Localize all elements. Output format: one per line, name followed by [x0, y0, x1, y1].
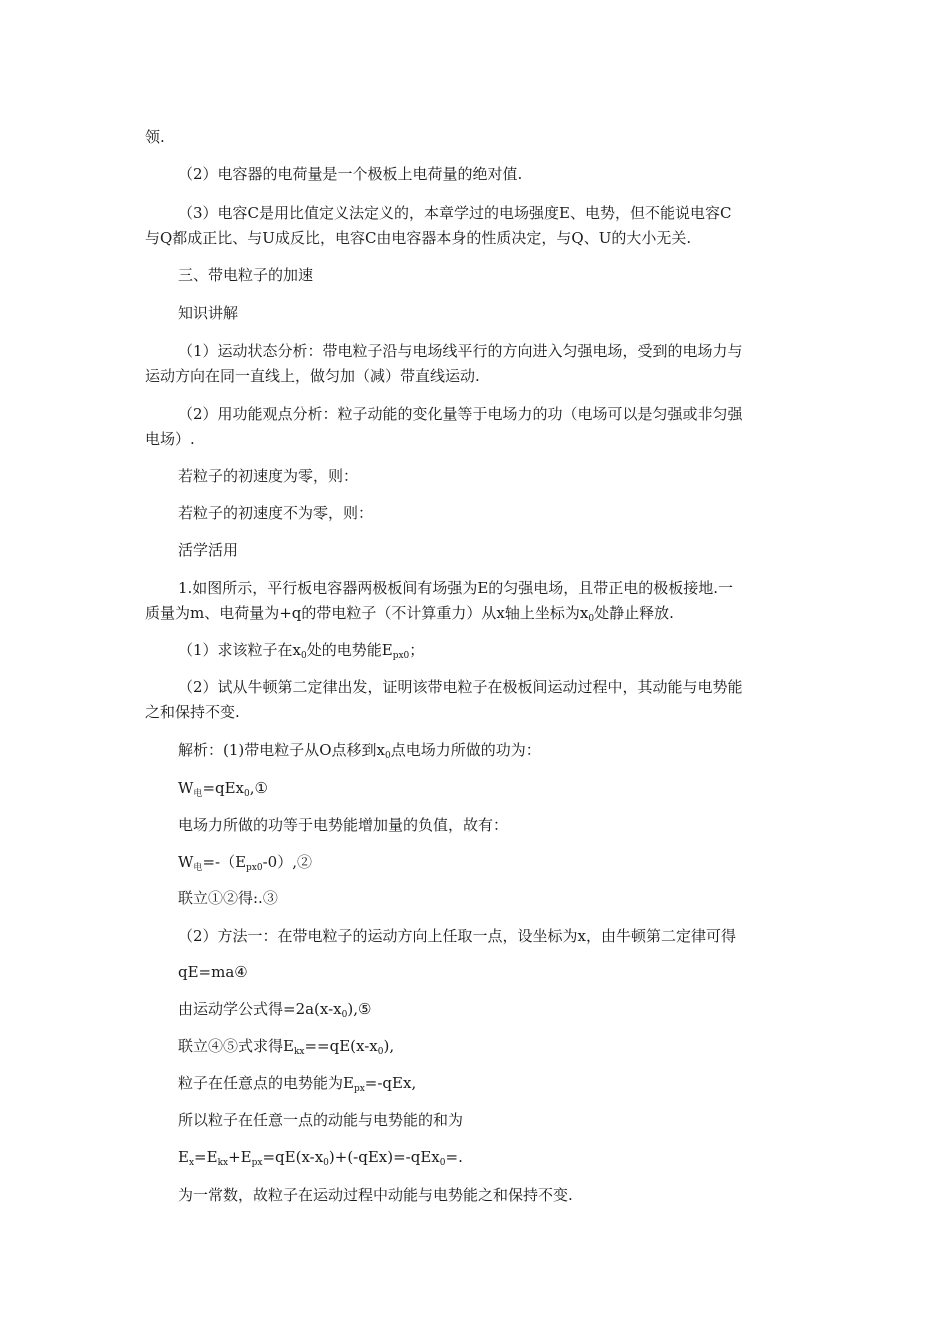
- text-line: 联立①②得:.③: [178, 889, 278, 907]
- equation-line: $E_x=E_{kx}+E_{px}=qE(x-x_0)+(-qEx)=-qEx_0=$.: [178, 1148, 463, 1168]
- text-line: 之和保持不变.: [145, 703, 240, 721]
- text-line: 所以粒子在任意一点的动能与电势能的和为: [178, 1111, 464, 1129]
- equation-line: 由运动学公式得$=2a(x-x_0),⑤$: [178, 1000, 372, 1020]
- section-heading: 三、带电粒子的加速: [178, 266, 314, 284]
- text-line: （2）方法一：在带电粒子的运动方向上任取一点，设坐标为x，由牛顿第二定律可得: [178, 927, 737, 945]
- text-line: 领.: [145, 128, 165, 146]
- text-line: 若粒子的初速度为零，则：: [178, 467, 359, 485]
- text-line: 为一常数，故粒子在运动过程中动能与电势能之和保持不变.: [178, 1186, 573, 1204]
- text-line: （2）用功能观点分析：粒子动能的变化量等于电场力的功（电场可以是匀强或非匀强: [178, 405, 743, 423]
- text-line: 电场）.: [145, 430, 195, 448]
- text-line: 1.如图所示，平行板电容器两极板间有场强为E的匀强电场，且带正电的极板接地.一: [178, 579, 734, 597]
- text-line: 运动方向在同一直线上，做匀加（减）带直线运动.: [145, 367, 480, 385]
- text-line: （2）试从牛顿第二定律出发，证明该带电粒子在极板间运动过程中，其动能与电势能: [178, 678, 743, 696]
- text-line: （1）求该粒子在$x_0$处的电势能$E_{px0}$；: [178, 641, 425, 661]
- text-line: 电场力所做的功等于电势能增加量的负值，故有：: [178, 816, 509, 834]
- equation-line: 粒子在任意点的电势能为$E_{px}=$-qEx,: [178, 1074, 417, 1094]
- text-line: 若粒子的初速度不为零，则：: [178, 504, 374, 522]
- text-line: （3）电容C是用比值定义法定义的，本章学过的电场强度E、电势，但不能说电容C: [178, 204, 732, 222]
- text-line: 质量为m、电荷量为+q的带电粒子（不计算重力）从x轴上坐标为$x_0$处静止释放.: [145, 604, 674, 624]
- subsection-heading: 活学活用: [178, 541, 239, 559]
- subsection-heading: 知识讲解: [178, 304, 239, 322]
- equation-line: 联立④⑤式求得$E_{kx}==qE(x-x_0)$,: [178, 1037, 395, 1057]
- text-line: （2）电容器的电荷量是一个极板上电荷量的绝对值.: [178, 165, 523, 183]
- equation-line: $W_电=qEx_0,①$: [178, 779, 268, 799]
- equation-line: qE=ma④: [178, 963, 248, 981]
- equation-line: $W_电=-(E_{px0}-0),②$: [178, 853, 312, 873]
- text-line: （1）运动状态分析：带电粒子沿与电场线平行的方向进入匀强电场，受到的电场力与: [178, 342, 743, 360]
- text-line: 解析：(1)带电粒子从O点移到$x_0$点电场力所做的功为：: [178, 741, 541, 761]
- text-line: 与Q都成正比、与U成反比，电容C由电容器本身的性质决定，与Q、U的大小无关.: [145, 229, 692, 247]
